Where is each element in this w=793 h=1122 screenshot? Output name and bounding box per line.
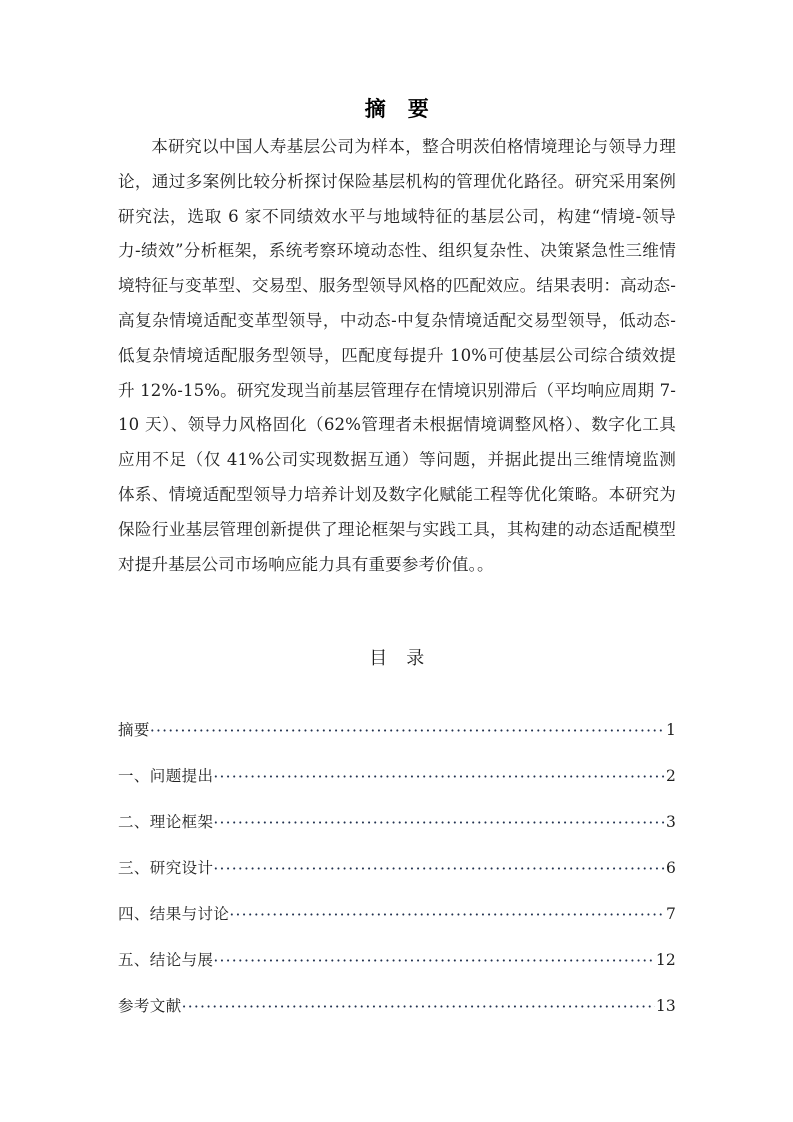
toc-leader-dots — [182, 996, 655, 1012]
toc-entry-label: 摘要 — [118, 721, 150, 740]
toc-entry-page-number: 2 — [665, 767, 676, 786]
toc-entry-page-number: 6 — [665, 859, 676, 878]
toc-entry-label: 五、结论与展 — [118, 951, 214, 970]
toc-entry-page-number: 1 — [665, 721, 676, 740]
toc-entry-label: 三、研究设计 — [118, 859, 214, 878]
toc-entry-page-number: 12 — [655, 951, 676, 970]
abstract-body-text: 本研究以中国人寿基层公司为样本，整合明茨伯格情境理论与领导力理论，通过多案例比较分析探讨保险基层机构的管理优化路径。研究采用案例研究法，选取 6 家不同绩效水平与地域特征的基层公司，构建“情境-领导力-绩效”分析框架，系统考察环境动态性、组织复杂性、决策紧急性三维情境特征与变革型、交易型、服务型领导风格的匹配效应。结果表明：高动态-高复杂情境适配变革型领导，中动态-中复杂情境适配交易型领导，低动态-低复杂情境适配服务型领导，匹配度每提升 10%可使基层公司综合绩效提升 12%-15%。研究发现当前基层管理存在情境识别滞后（平均响应周期 7-10 天）、领导力风格固化（62%管理者未根据情境调整风格）、数字化工具应用不足（仅 41%公司实现数据互通）等问题，并据此提出三维情境监测体系、情境适配型领导力培养计划及数字化赋能工程等优化策略。本研究为保险行业基层管理创新提供了理论框架与实践工具，其构建的动态适配模型对提升基层公司市场响应能力具有重要参考价值。。 — [118, 137, 676, 574]
toc-list — [118, 719, 676, 1041]
toc-leader-dots — [213, 766, 665, 782]
abstract-heading: 摘 要 — [364, 96, 430, 121]
page-content-column — [118, 0, 676, 1041]
toc-entry-theoretical-framework[interactable] — [118, 811, 676, 857]
toc-entry-references[interactable] — [118, 995, 676, 1041]
toc-entry-conclusion-outlook[interactable] — [118, 949, 676, 995]
toc-entry-label: 参考文献 — [118, 997, 182, 1016]
toc-entry-label: 二、理论框架 — [118, 813, 214, 832]
toc-leader-dots — [213, 858, 665, 874]
toc-entry-page-number: 13 — [655, 997, 676, 1016]
toc-entry-page-number: 7 — [665, 905, 676, 924]
toc-entry-results-discussion[interactable] — [118, 903, 676, 949]
toc-entry-label: 一、问题提出 — [118, 767, 214, 786]
toc-leader-dots — [229, 904, 665, 920]
toc-entry-research-design[interactable] — [118, 857, 676, 903]
abstract-section — [118, 94, 676, 582]
toc-leader-dots — [213, 812, 665, 828]
toc-entry-page-number: 3 — [665, 813, 676, 832]
toc-leader-dots — [150, 720, 665, 736]
toc-entry-abstract[interactable] — [118, 719, 676, 765]
toc-leader-dots — [213, 950, 654, 966]
table-of-contents-section — [118, 646, 676, 1041]
toc-entry-label: 四、结果与讨论 — [118, 905, 230, 924]
toc-heading: 目 录 — [369, 648, 425, 670]
toc-entry-problem-statement[interactable] — [118, 765, 676, 811]
